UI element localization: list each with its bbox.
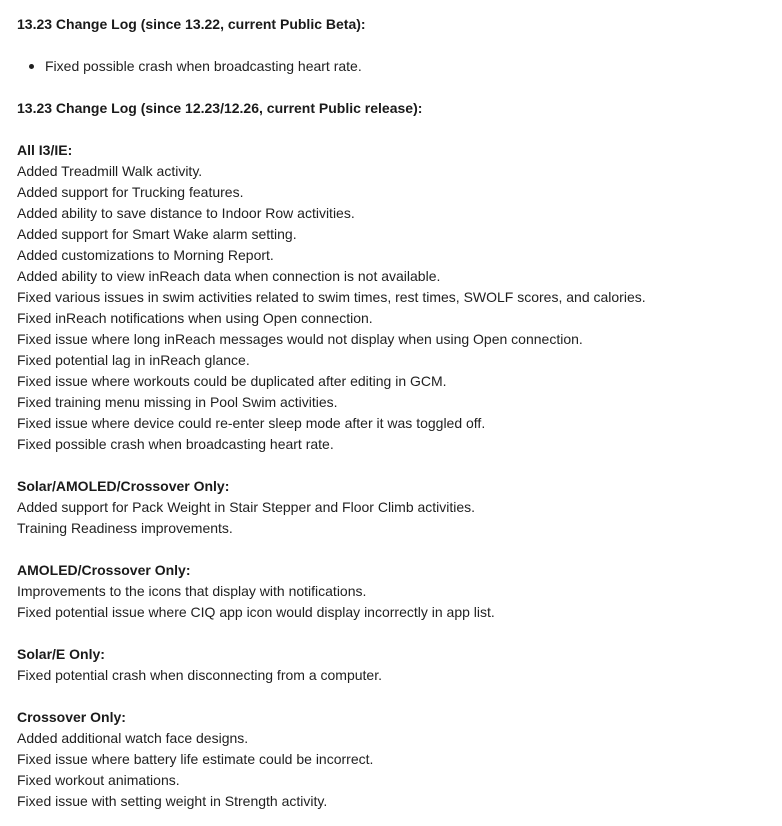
list-item [17, 56, 362, 77]
section-heading: Solar/E Only: [17, 646, 105, 662]
list-item: Fixed inReach notifications when using Open connection. [17, 310, 373, 326]
list-item: Added Treadmill Walk activity. [17, 163, 203, 179]
list-item: Fixed potential lag in inReach glance. [17, 352, 250, 368]
beta-changelog-title: 13.23 Change Log (since 13.22, current Public Beta): [17, 16, 366, 32]
bullet-icon [29, 64, 34, 69]
list-item: Added ability to view inReach data when connection is not available. [17, 268, 441, 284]
list-item: Added support for Pack Weight in Stair Stepper and Floor Climb activities. [17, 499, 476, 515]
list-item: Fixed issue where battery life estimate could be incorrect. [17, 751, 374, 767]
list-item: Fixed potential crash when disconnecting from a computer. [17, 667, 382, 683]
list-item: Fixed training menu missing in Pool Swim activities. [17, 394, 338, 410]
list-item: Improvements to the icons that display with notifications. [17, 583, 367, 599]
section-solar-e [17, 644, 382, 686]
section-solar-amoled-crossover [17, 476, 475, 539]
list-item: Fixed potential issue where CIQ app icon would display incorrectly in app list. [17, 604, 495, 620]
section-all-i3-ie [17, 140, 646, 455]
list-item: Fixed issue where workouts could be duplicated after editing in GCM. [17, 373, 447, 389]
section-heading: AMOLED/Crossover Only: [17, 562, 191, 578]
list-item: Fixed issue where device could re-enter sleep mode after it was toggled off. [17, 415, 486, 431]
list-item-text: Fixed possible crash when broadcasting heart rate. [45, 58, 362, 74]
section-crossover [17, 707, 373, 812]
section-heading: All I3/IE: [17, 142, 73, 158]
beta-changelog-list [17, 56, 362, 77]
section-heading: Crossover Only: [17, 709, 126, 725]
list-item: Added support for Smart Wake alarm setting. [17, 226, 297, 242]
release-changelog-title: 13.23 Change Log (since 12.23/12.26, current Public release): [17, 100, 423, 116]
list-item: Added additional watch face designs. [17, 730, 249, 746]
section-amoled-crossover [17, 560, 495, 623]
list-item: Fixed issue where long inReach messages would not display when using Open connection. [17, 331, 583, 347]
list-item: Fixed workout animations. [17, 772, 180, 788]
list-item: Added customizations to Morning Report. [17, 247, 274, 263]
list-item: Training Readiness improvements. [17, 520, 233, 536]
list-item: Fixed various issues in swim activities related to swim times, rest times, SWOLF scores, and calories. [17, 289, 646, 305]
list-item: Added ability to save distance to Indoor Row activities. [17, 205, 355, 221]
section-heading: Solar/AMOLED/Crossover Only: [17, 478, 230, 494]
list-item: Added support for Trucking features. [17, 184, 244, 200]
list-item: Fixed issue with setting weight in Strength activity. [17, 793, 328, 809]
list-item: Fixed possible crash when broadcasting heart rate. [17, 436, 334, 452]
